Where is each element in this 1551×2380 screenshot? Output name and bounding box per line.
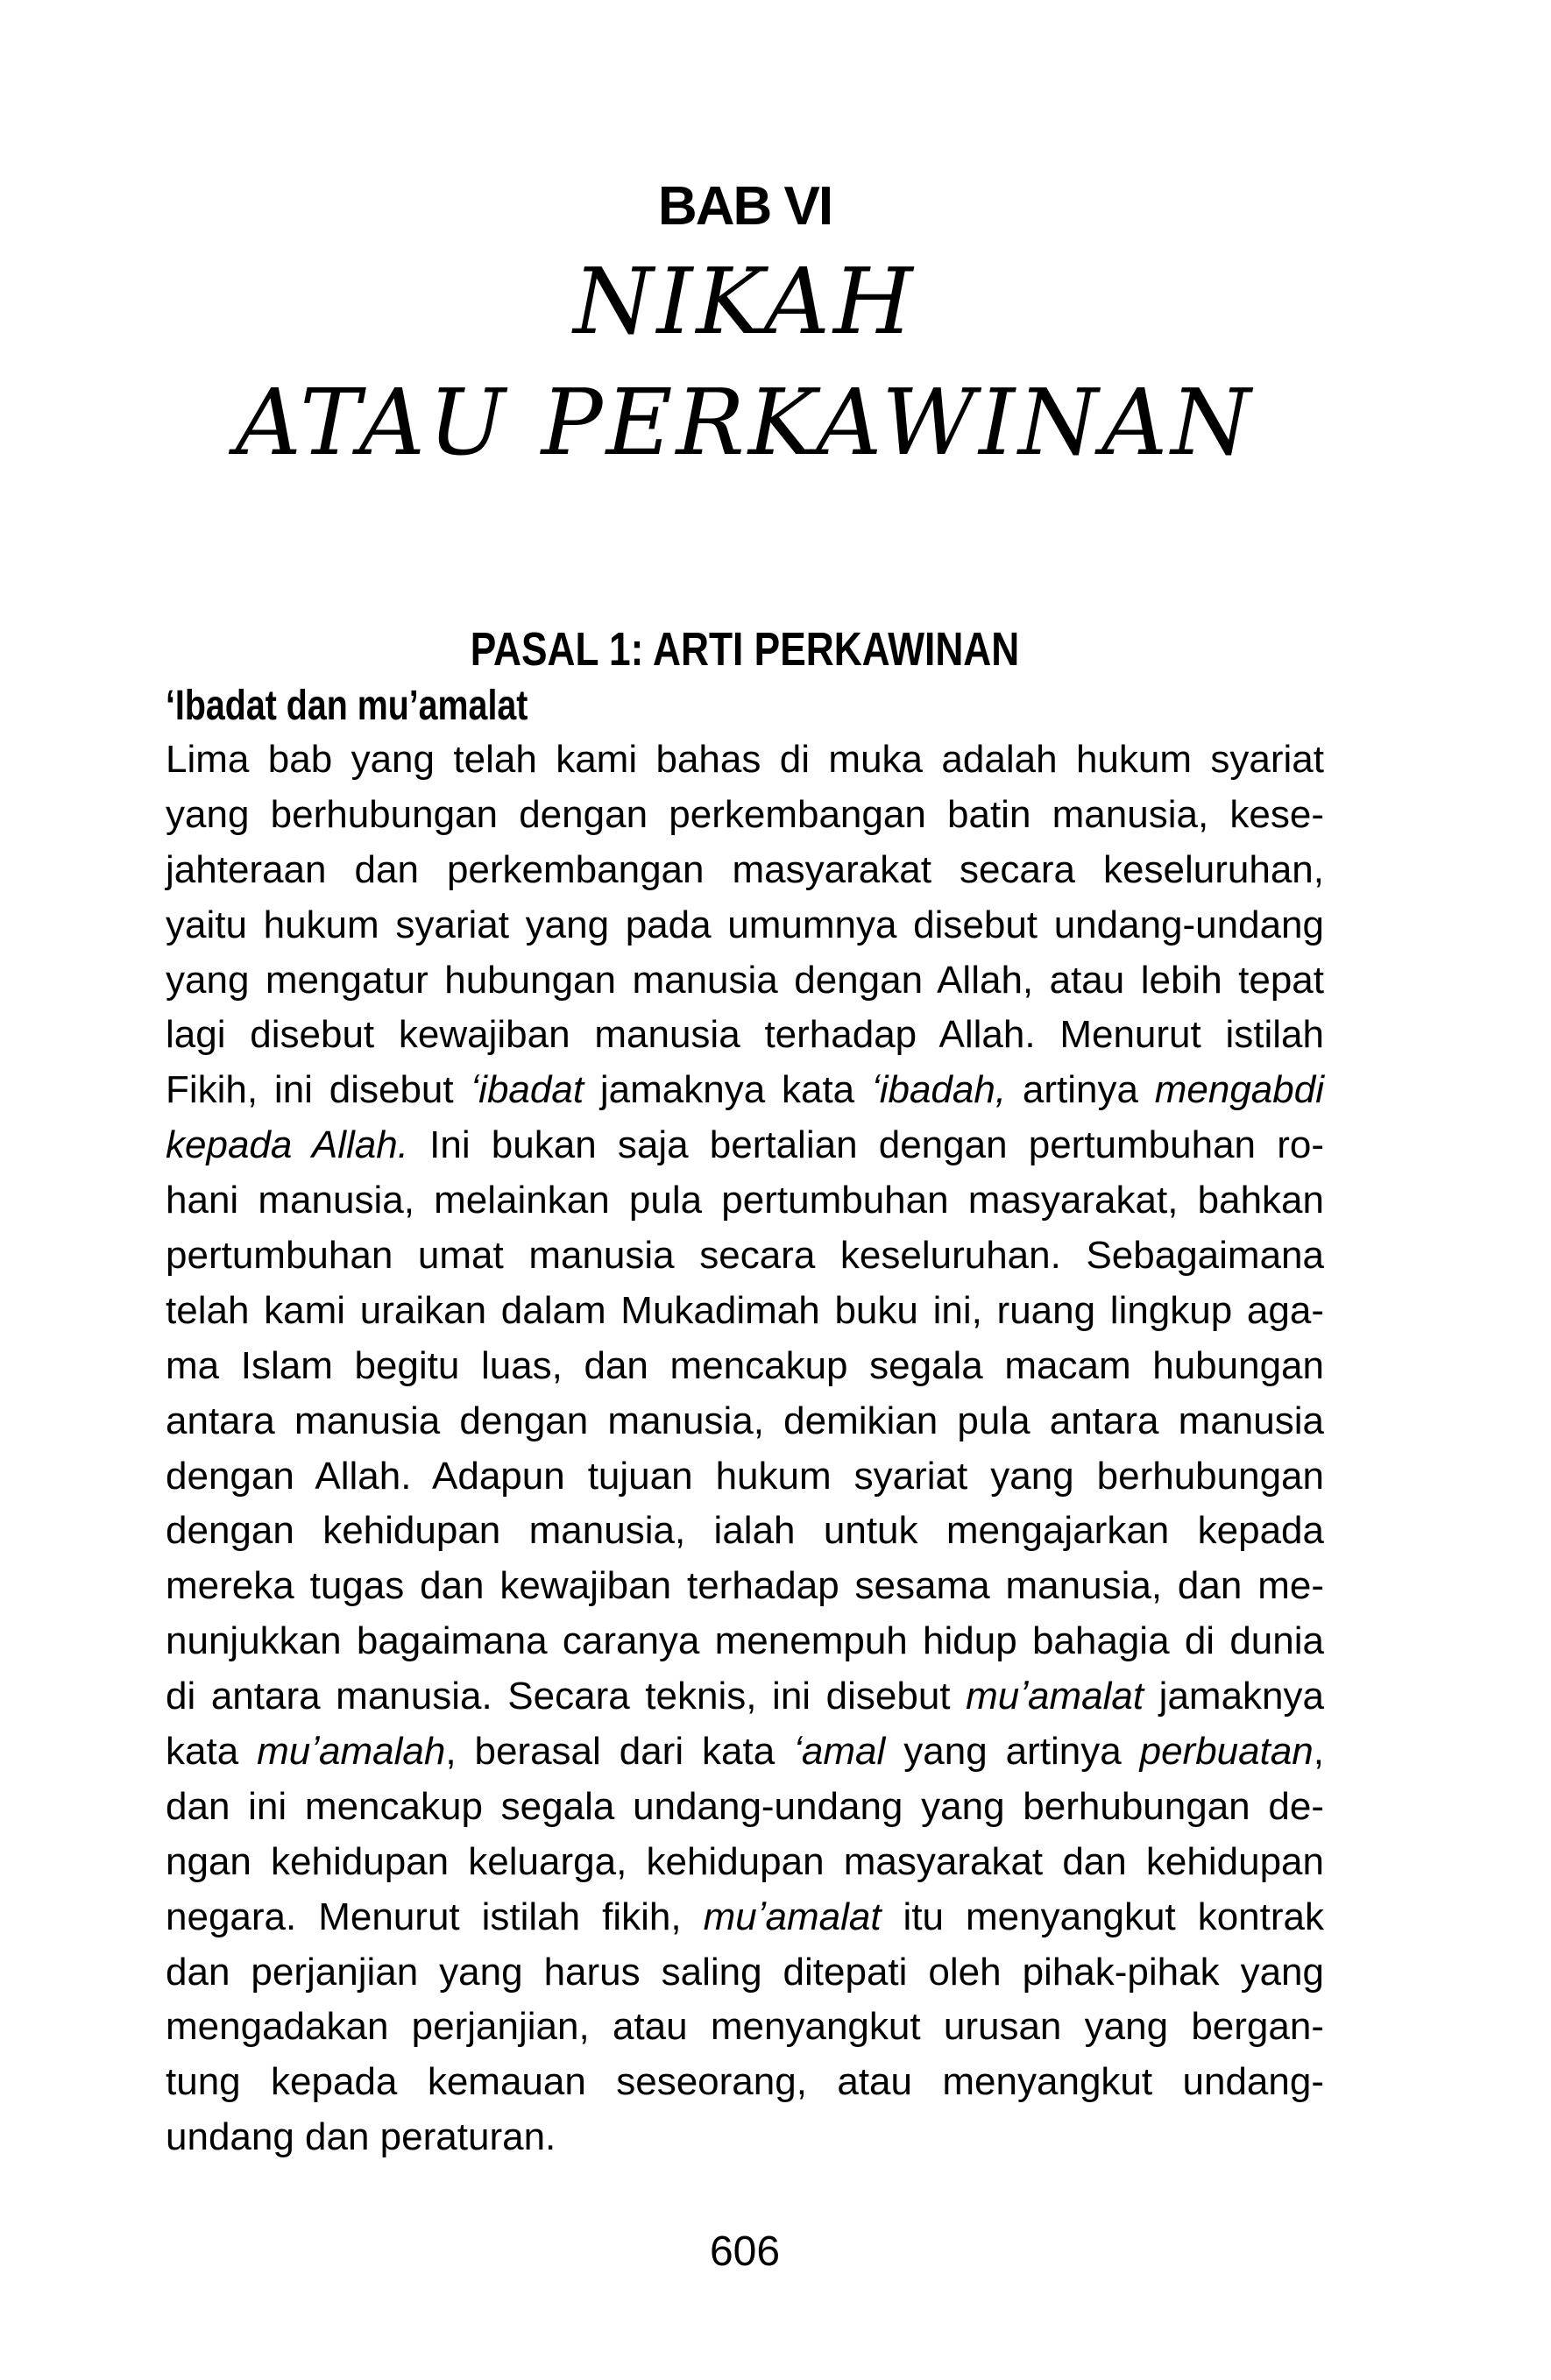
text-run: Lima bab yang telah kami bahas di muka adalah hukum syariat bbox=[166, 738, 1324, 781]
body-line bbox=[166, 1449, 1324, 1505]
text-run: pertumbuhan umat manusia secara keseluruhan. Sebagaimana bbox=[166, 1234, 1324, 1278]
text-run: ma Islam begitu luas, dan mencakup segala macam hubungan bbox=[166, 1343, 1324, 1387]
text-run: tung kepada kemauan seseorang, atau menyangkut undang- bbox=[166, 2060, 1324, 2104]
body-line bbox=[166, 1504, 1324, 1559]
page-number: 606 bbox=[709, 2228, 781, 2275]
text-run: jahteraan dan perkembangan masyarakat secara keseluruhan, bbox=[166, 847, 1324, 891]
italic-term: muʼamalat bbox=[703, 1895, 882, 1938]
text-run: jamaknya bbox=[1144, 1675, 1324, 1718]
body-line bbox=[166, 733, 1324, 788]
body-line bbox=[166, 1284, 1324, 1339]
text-run: undang dan peraturan. bbox=[166, 2115, 556, 2159]
text-run: artinya bbox=[1006, 1068, 1155, 1112]
text-run: di antara manusia. Secara teknis, ini disebut bbox=[166, 1675, 967, 1718]
body-paragraph bbox=[166, 733, 1324, 2165]
body-line bbox=[166, 1835, 1324, 1890]
text-run: dan ini mencakup segala undang-undang yang berhubungan de- bbox=[166, 1784, 1324, 1828]
text-run: Fikih, ini disebut bbox=[166, 1068, 471, 1112]
text-run: mengadakan perjanjian, atau menyangkut urusan yang bergan- bbox=[166, 2005, 1324, 2049]
body-line bbox=[166, 1173, 1324, 1229]
text-run: mereka tugas dan kewajiban terhadap sesama manusia, dan me- bbox=[166, 1564, 1324, 1608]
text-run: dengan Allah. Adapun tujuan hukum syariat yang berhubungan bbox=[166, 1454, 1324, 1498]
text-run: yang berhubungan dengan perkembangan batin manusia, kese- bbox=[166, 792, 1324, 836]
text-run: , berasal dari kata bbox=[445, 1730, 794, 1774]
text-run: Ini bukan saja bertalian dengan pertumbuhan ro- bbox=[407, 1123, 1324, 1167]
body-line bbox=[166, 1669, 1324, 1725]
italic-term: ʻibadat bbox=[470, 1068, 584, 1112]
chapter-title-line-1: NIKAH bbox=[573, 248, 917, 355]
italic-term: kepada Allah. bbox=[166, 1123, 408, 1167]
body-line bbox=[166, 1945, 1324, 2001]
text-run: kata bbox=[166, 1730, 258, 1774]
body-line bbox=[166, 1394, 1324, 1449]
body-line bbox=[166, 898, 1324, 953]
text-run: antara manusia dengan manusia, demikian pula antara manusia bbox=[166, 1399, 1324, 1442]
body-line bbox=[166, 953, 1324, 1009]
body-line bbox=[166, 2055, 1324, 2110]
text-run: , bbox=[1313, 1730, 1325, 1774]
text-run: negara. Menurut istilah fikih, bbox=[166, 1895, 704, 1938]
italic-term: ʻibadah, bbox=[870, 1068, 1007, 1112]
text-run: telah kami uraikan dalam Mukadimah buku ini, ruang lingkup aga- bbox=[166, 1288, 1324, 1332]
text-run: itu menyangkut kontrak bbox=[881, 1895, 1324, 1938]
body-line bbox=[166, 1614, 1324, 1669]
text-run: lagi disebut kewajiban manusia terhadap Allah. Menurut istilah bbox=[166, 1013, 1324, 1057]
text-run: yang mengatur hubungan manusia dengan Allah, atau lebih tepat bbox=[166, 958, 1324, 1002]
text-run: yaitu hukum syariat yang pada umumnya disebut undang-undang bbox=[166, 903, 1324, 946]
section-title: PASAL 1: ARTI PERKAWINAN bbox=[470, 623, 1020, 676]
text-run: dan perjanjian yang harus saling ditepati oleh pihak-pihak yang bbox=[166, 1950, 1324, 1994]
body-line bbox=[166, 1890, 1324, 1945]
body-line bbox=[166, 1559, 1324, 1614]
body-line bbox=[166, 2110, 1324, 2165]
body-line bbox=[166, 1063, 1324, 1118]
body-line bbox=[166, 1008, 1324, 1063]
italic-term: muʼamalah bbox=[257, 1730, 446, 1774]
text-run: dengan kehidupan manusia, ialah untuk mengajarkan kepada bbox=[166, 1509, 1324, 1553]
italic-term: muʼamalat bbox=[966, 1675, 1144, 1718]
subsection-title: ʻIbadat dan muʼamalat bbox=[166, 683, 528, 729]
italic-term: ʻamal bbox=[793, 1730, 886, 1774]
text-run: jamaknya kata bbox=[584, 1068, 871, 1112]
text-run: nunjukkan bagaimana caranya menempuh hidup bahagia di dunia bbox=[166, 1619, 1324, 1663]
body-line bbox=[166, 1725, 1324, 1780]
body-line bbox=[166, 2000, 1324, 2055]
body-line bbox=[166, 1780, 1324, 1835]
italic-term: mengabdi bbox=[1154, 1068, 1324, 1112]
body-line bbox=[166, 1118, 1324, 1173]
text-run: hani manusia, melainkan pula pertumbuhan masyarakat, bahkan bbox=[166, 1179, 1324, 1222]
body-line bbox=[166, 1229, 1324, 1284]
text-run: yang artinya bbox=[885, 1730, 1140, 1774]
text-run: ngan kehidupan keluarga, kehidupan masyarakat dan kehidupan bbox=[166, 1839, 1324, 1883]
italic-term: perbuatan bbox=[1139, 1730, 1314, 1774]
chapter-title-line-2: ATAU PERKAWINAN bbox=[235, 369, 1255, 476]
body-line bbox=[166, 788, 1324, 843]
body-line bbox=[166, 843, 1324, 898]
body-line bbox=[166, 1339, 1324, 1394]
chapter-label: BAB VI bbox=[657, 176, 832, 237]
